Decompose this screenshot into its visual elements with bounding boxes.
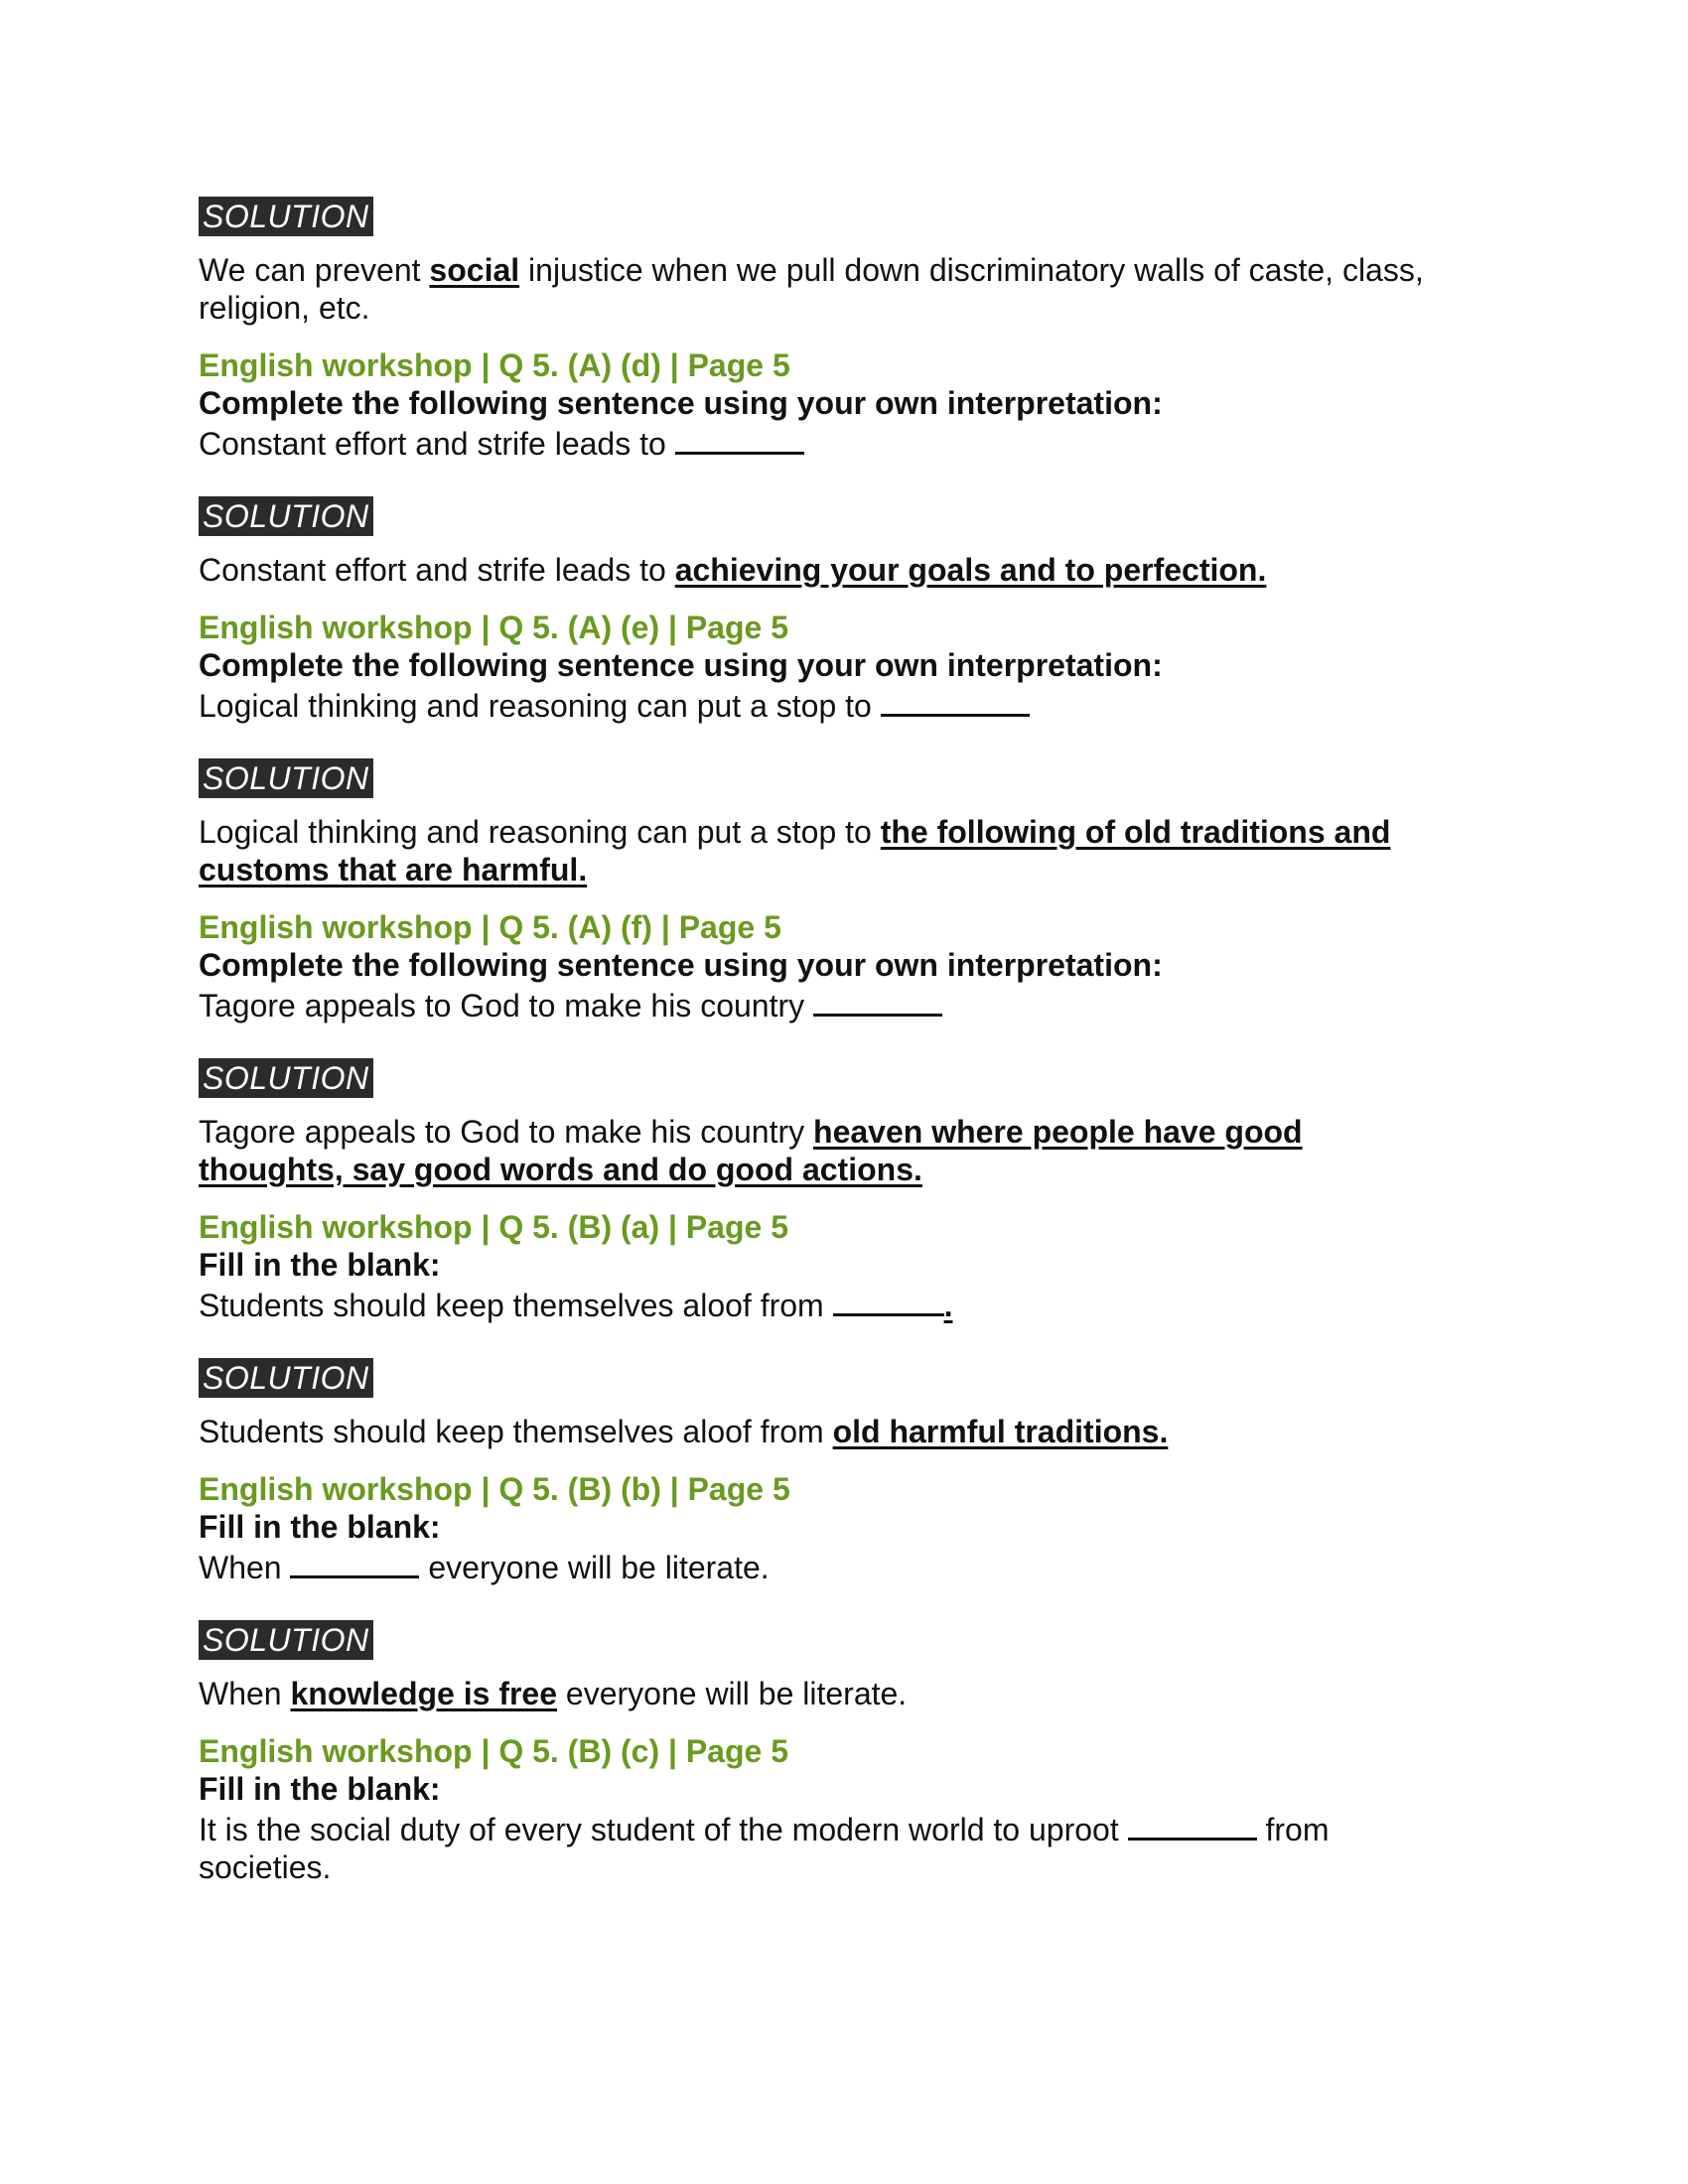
solution-answer: heaven where people have good thoughts, say good words and do good actions. — [199, 1114, 1303, 1187]
answer-blank — [813, 984, 942, 1017]
answer-blank — [881, 684, 1030, 717]
solution-text — [199, 813, 1440, 888]
solution-badge: SOLUTION — [199, 1358, 373, 1398]
question-instruction: Fill in the blank: — [199, 1771, 441, 1807]
question-sentence-end: everyone will be literate. — [419, 1550, 770, 1585]
question-heading: English workshop | Q 5. (B) (c) | Page 5 — [199, 1733, 788, 1769]
question-sentence-start: When — [199, 1550, 291, 1585]
solution-badge: SOLUTION — [199, 758, 373, 798]
solution-answer: the following of old traditions and customs that are harmful. — [199, 814, 1391, 887]
question-sentence-start: It is the social duty of every student of the modern world to uproot — [199, 1812, 1128, 1847]
solution-answer: achieving your goals and to perfection. — [674, 552, 1267, 588]
question-sentence — [199, 1284, 1489, 1324]
solution-text-start: Logical thinking and reasoning can put a stop to — [199, 814, 881, 850]
solution-answer: old harmful traditions. — [832, 1414, 1169, 1449]
solution-text-end: everyone will be literate. — [557, 1676, 908, 1711]
solution-text — [199, 551, 1489, 589]
question-instruction: Fill in the blank: — [199, 1509, 441, 1545]
solution-text — [199, 251, 1489, 327]
question-instruction: Complete the following sentence using your own interpretation: — [199, 947, 1163, 983]
solution-text-start: We can prevent — [199, 252, 430, 288]
question-sentence-start: Tagore appeals to God to make his country — [199, 988, 814, 1024]
question-heading: English workshop | Q 5. (A) (e) | Page 5 — [199, 610, 788, 645]
question-heading: English workshop | Q 5. (A) (f) | Page 5 — [199, 909, 781, 945]
solution-text — [199, 1675, 1489, 1712]
solution-badge: SOLUTION — [199, 1058, 373, 1098]
answer-blank — [833, 1284, 944, 1316]
solution-text — [199, 1413, 1489, 1450]
solution-badge: SOLUTION — [199, 1620, 373, 1660]
question-sentence — [199, 1546, 1489, 1586]
answer-blank — [1128, 1808, 1257, 1841]
question-sentence-start: Students should keep themselves aloof from — [199, 1288, 833, 1323]
question-sentence-end: . — [943, 1288, 953, 1323]
solution-text-start: Students should keep themselves aloof from — [199, 1414, 833, 1449]
question-sentence — [199, 984, 1489, 1024]
answer-blank — [675, 422, 804, 455]
solution-badge: SOLUTION — [199, 496, 373, 536]
question-sentence — [199, 422, 1489, 463]
document-page — [199, 197, 1489, 1920]
question-heading: English workshop | Q 5. (B) (a) | Page 5 — [199, 1209, 788, 1245]
question-instruction: Complete the following sentence using your own interpretation: — [199, 385, 1163, 421]
solution-text-start: Constant effort and strife leads to — [199, 552, 675, 588]
answer-blank — [290, 1546, 419, 1578]
solution-text-start: Tagore appeals to God to make his country — [199, 1114, 814, 1150]
question-sentence-start: Logical thinking and reasoning can put a stop to — [199, 688, 881, 724]
question-sentence — [199, 684, 1489, 725]
question-heading: English workshop | Q 5. (A) (d) | Page 5 — [199, 347, 790, 383]
question-instruction: Complete the following sentence using your own interpretation: — [199, 647, 1163, 683]
solution-answer: knowledge is free — [290, 1676, 558, 1711]
solution-badge: SOLUTION — [199, 197, 373, 236]
solution-text-start: When — [199, 1676, 291, 1711]
question-sentence — [199, 1808, 1420, 1886]
solution-answer: social — [429, 252, 520, 288]
question-sentence-end: from societies. — [199, 1812, 1330, 1885]
solution-text-end: injustice when we pull down discriminatory walls of caste, class, religion, etc. — [199, 252, 1424, 326]
solution-text — [199, 1113, 1390, 1188]
question-sentence-start: Constant effort and strife leads to — [199, 426, 675, 462]
question-instruction: Fill in the blank: — [199, 1247, 441, 1283]
question-heading: English workshop | Q 5. (B) (b) | Page 5 — [199, 1471, 790, 1507]
